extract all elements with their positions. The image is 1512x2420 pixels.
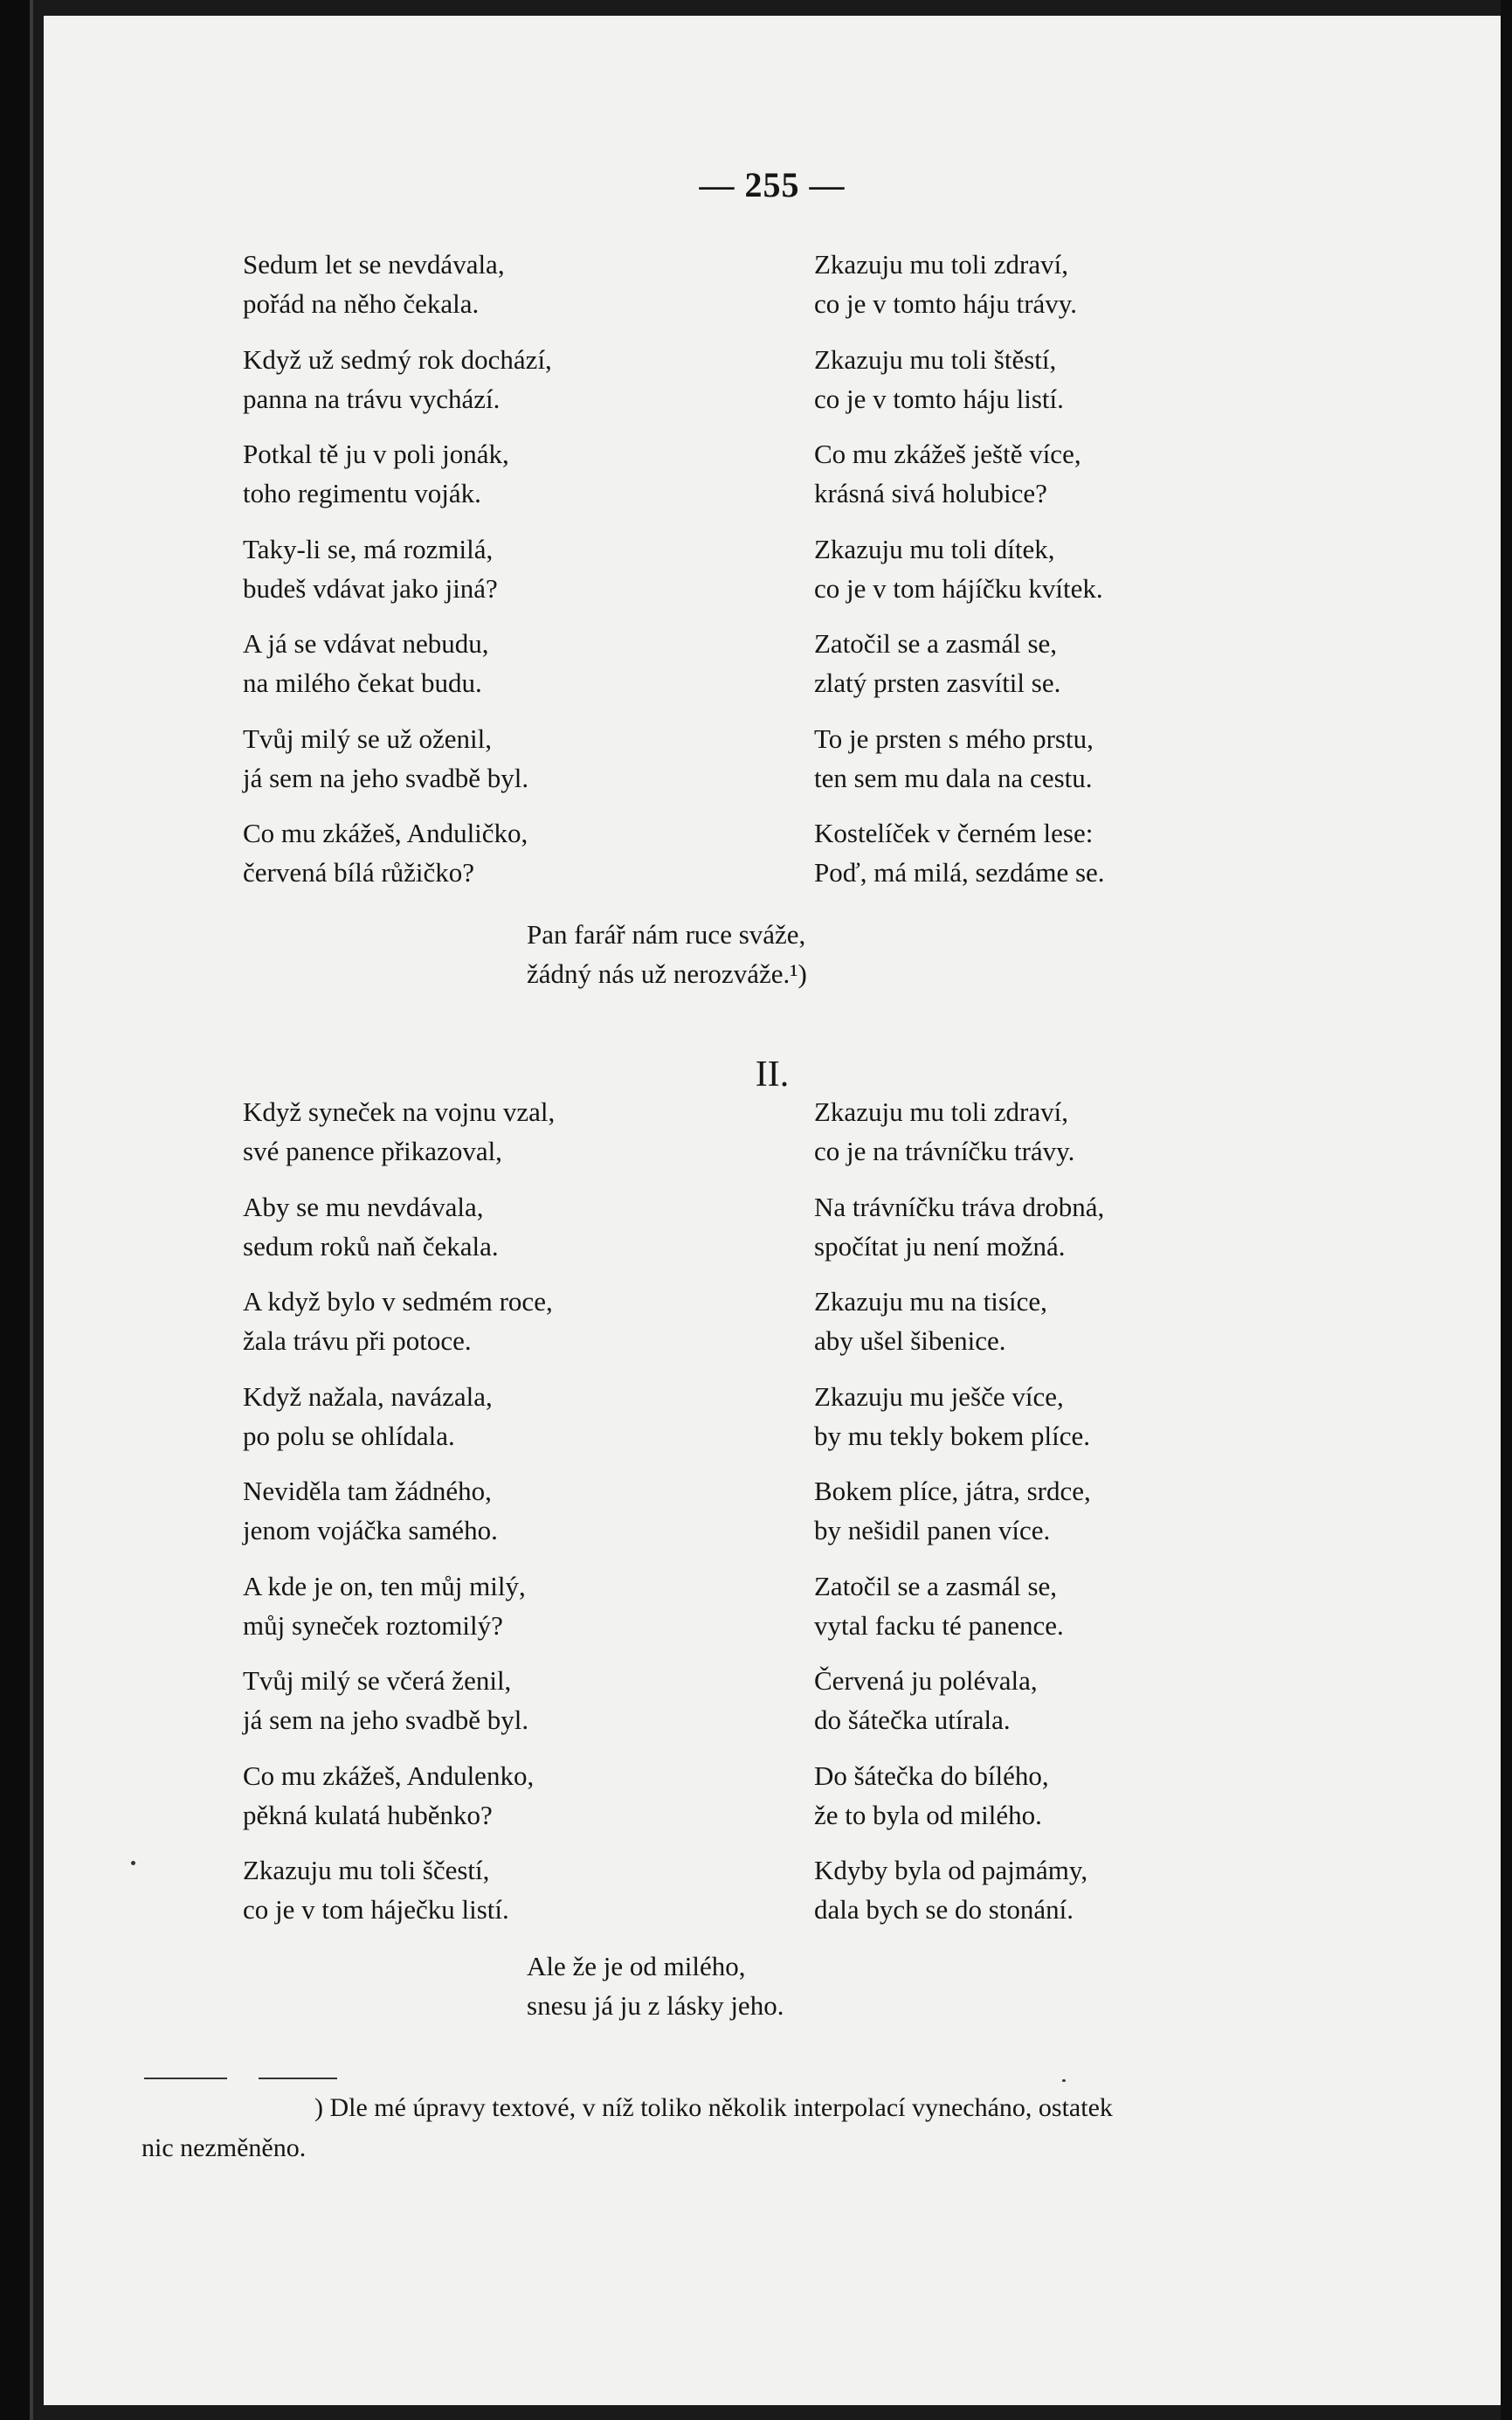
verse-line: jenom vojáčka samého. <box>243 1515 498 1545</box>
verse-line: Zkazuju mu toli ščestí, <box>243 1855 490 1885</box>
verse-line: co je na trávníčku trávy. <box>814 1136 1075 1166</box>
verse-line: Bokem plíce, játra, srdce, <box>814 1476 1091 1506</box>
verse-line: Co mu zkážeš, Anduličko, <box>243 818 528 848</box>
scan-speck <box>1062 2079 1066 2082</box>
verse-line: Zkazuju mu na tisíce, <box>814 1286 1047 1317</box>
verse-line: toho regimentu voják. <box>243 478 481 508</box>
footnote-rule <box>259 2078 337 2079</box>
stanza <box>527 915 807 993</box>
verse-line: by mu tekly bokem plíce. <box>814 1420 1090 1451</box>
stanza <box>243 245 505 323</box>
stanza <box>814 1756 1049 1835</box>
verse-line: co je v tom hájíčku kvítek. <box>814 572 1103 604</box>
verse-line: Červená ju polévala, <box>814 1665 1038 1696</box>
verse-line: ten sem mu dala na cestu. <box>814 762 1093 793</box>
verse-line: já sem na jeho svadbě byl. <box>243 1704 529 1735</box>
stanza <box>243 1850 509 1929</box>
verse-line: spočítat ju není možná. <box>814 1230 1066 1262</box>
footnote-rule-short <box>144 2078 227 2079</box>
verse-line: by nešidil panen více. <box>814 1515 1051 1545</box>
stanza <box>814 1850 1087 1929</box>
stanza <box>243 1471 498 1550</box>
stanza <box>243 1566 526 1645</box>
verse-line: aby ušel šibenice. <box>814 1325 1006 1356</box>
verse-line: Kostelíček v černém lese: <box>814 818 1094 848</box>
verse-line: Co mu zkážeš ještě více, <box>814 439 1081 469</box>
section-title: II. <box>755 1054 790 1095</box>
stanza <box>243 1282 553 1360</box>
verse-line: Zatočil se a zasmál se, <box>814 628 1058 659</box>
verse-line: Tvůj milý se včerá ženil, <box>243 1665 512 1696</box>
verse-line: Tvůj milý se už oženil, <box>243 723 492 754</box>
stanza <box>243 1092 555 1171</box>
verse-line: Co mu zkážeš, Andulenko, <box>243 1760 535 1791</box>
verse-line: že to byla od milého. <box>814 1799 1042 1830</box>
verse-line: Pan farář nám ruce sváže, <box>527 919 806 950</box>
verse-line: To je prsten s mého prstu, <box>814 723 1094 754</box>
verse-line: Na trávníčku tráva drobná, <box>814 1191 1105 1222</box>
verse-line: Taky-li se, má rozmilá, <box>243 533 494 564</box>
scan-right-edge <box>1501 0 1512 2420</box>
scan-edge <box>0 0 30 2420</box>
stanza <box>814 245 1077 323</box>
verse-line: Zkazuju mu toli štěstí, <box>814 343 1057 375</box>
stanza <box>527 1946 784 2025</box>
page-number: — 255 — <box>699 165 846 204</box>
verse-line: A kde je on, ten můj milý, <box>243 1570 526 1601</box>
stanza <box>814 624 1060 702</box>
verse-line: Kdyby byla od pajmámy, <box>814 1855 1088 1885</box>
stanza <box>814 1187 1104 1266</box>
verse-line: panna na trávu vychází. <box>243 383 501 414</box>
footnote-line: ) Dle mé úpravy textové, v níž toliko několik interpolací vynecháno, ostatek <box>314 2093 1113 2122</box>
verse-line: vytal facku té panence. <box>814 1609 1064 1641</box>
verse-line: své panence přikazoval, <box>243 1136 502 1166</box>
stanza <box>814 1471 1091 1550</box>
verse-line: pořád na něho čekala. <box>243 288 480 319</box>
verse-line: Zkazuju mu toli zdraví, <box>814 249 1068 280</box>
verse-line: na milého čekat budu. <box>243 667 482 698</box>
footnote <box>142 2088 1364 2168</box>
verse-line: Zkazuju mu toli dítek, <box>814 533 1055 564</box>
stanza <box>814 1566 1064 1645</box>
stanza <box>814 1377 1090 1455</box>
footnote-line: nic nezměněno. <box>142 2133 307 2162</box>
verse-line: já sem na jeho svadbě byl. <box>243 762 529 793</box>
verse-line: můj syneček roztomilý? <box>243 1609 503 1641</box>
stanza <box>814 1661 1038 1739</box>
stanza <box>814 529 1103 608</box>
stanza <box>243 719 528 798</box>
scan-edge-line <box>30 0 33 2420</box>
scan-speck <box>131 1861 135 1865</box>
verse-line: dala bych se do stonání. <box>814 1894 1074 1925</box>
verse-line: Když syneček na vojnu vzal, <box>243 1096 556 1127</box>
verse-line: Sedum let se nevdávala, <box>243 249 505 280</box>
verse-line: Ale že je od milého, <box>527 1951 746 1981</box>
verse-line: Potkal tě ju v poli jonák, <box>243 439 509 469</box>
book-page <box>44 16 1501 2405</box>
verse-line: co je v tom háječku listí. <box>243 1894 509 1925</box>
verse-line: A když bylo v sedmém roce, <box>243 1286 553 1317</box>
stanza <box>814 813 1105 892</box>
stanza <box>243 1756 534 1835</box>
stanza <box>814 719 1094 798</box>
stanza <box>243 1661 528 1739</box>
verse-line: Zkazuju mu ješče více, <box>814 1380 1064 1412</box>
stanza <box>243 624 489 702</box>
stanza <box>243 340 552 418</box>
verse-line: Zatočil se a zasmál se, <box>814 1570 1058 1601</box>
verse-line: pěkná kulatá huběnko? <box>243 1799 493 1830</box>
verse-line: červená bílá růžičko? <box>243 857 475 888</box>
verse-line: Neviděla tam žádného, <box>243 1476 492 1506</box>
stanza <box>243 434 509 513</box>
stanza <box>814 1092 1074 1171</box>
verse-line: po polu se ohlídala. <box>243 1420 455 1451</box>
verse-line: sedum roků naň čekala. <box>243 1230 499 1262</box>
verse-line: Do šátečka do bílého, <box>814 1760 1049 1791</box>
verse-line: zlatý prsten zasvítil se. <box>814 667 1061 698</box>
stanza <box>814 340 1064 418</box>
verse-line: snesu já ju z lásky jeho. <box>527 1990 784 2021</box>
stanza <box>814 1282 1047 1360</box>
verse-line: A já se vdávat nebudu, <box>243 628 489 659</box>
verse-line: do šátečka utírala. <box>814 1704 1011 1735</box>
verse-line: budeš vdávat jako jiná? <box>243 572 498 604</box>
verse-line: Když nažala, navázala, <box>243 1380 493 1412</box>
verse-line: krásná sivá holubice? <box>814 478 1047 508</box>
verse-line: Aby se mu nevdávala, <box>243 1191 484 1222</box>
verse-line: žádný nás už nerozváže.¹) <box>527 958 807 989</box>
verse-line: žala trávu při potoce. <box>243 1325 472 1356</box>
verse-line: co je v tomto háju trávy. <box>814 288 1078 319</box>
stanza <box>243 813 528 892</box>
stanza <box>243 1377 493 1455</box>
verse-line: co je v tomto háju listí. <box>814 383 1064 414</box>
stanza <box>243 529 498 608</box>
verse-line: Zkazuju mu toli zdraví, <box>814 1096 1068 1127</box>
verse-line: Když už sedmý rok dochází, <box>243 343 552 375</box>
stanza <box>814 434 1081 513</box>
stanza <box>243 1187 499 1266</box>
verse-line: Poď, má milá, sezdáme se. <box>814 857 1105 888</box>
